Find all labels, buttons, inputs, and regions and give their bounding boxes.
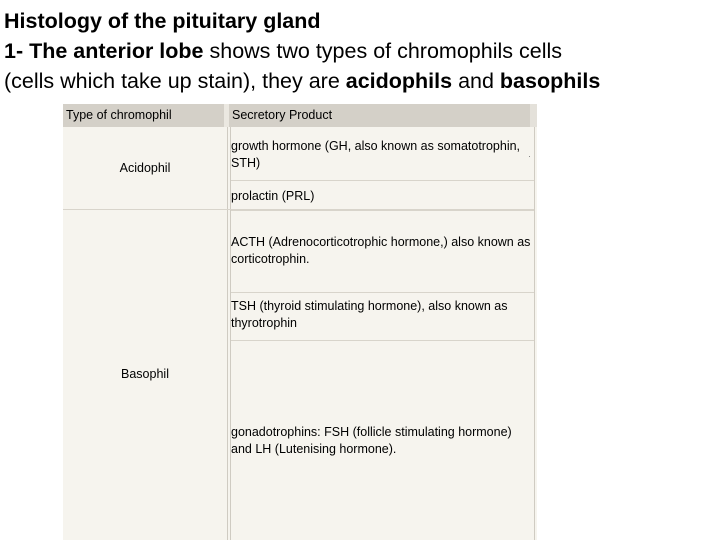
- row-divider: [231, 340, 534, 341]
- cell-marker: ·: [528, 151, 531, 161]
- group-divider-inner: [231, 210, 534, 211]
- heading-line-1: [4, 6, 716, 36]
- heading-anterior-lobe: 1- The anterior lobe: [4, 39, 204, 63]
- header-secretory-product: Secretory Product: [229, 104, 530, 127]
- heading-line-2: [4, 36, 716, 66]
- product-tsh: TSH (thyroid stimulating hormone), also known as thyrotrophin: [231, 299, 508, 330]
- slide-heading: [4, 6, 716, 96]
- heading-line-3: [4, 66, 716, 96]
- heading-line3-mid: and: [452, 69, 500, 93]
- row-divider: [231, 292, 534, 293]
- heading-title: Histology of the pituitary gland: [4, 9, 321, 33]
- heading-basophils: basophils: [499, 69, 601, 93]
- product-gonadotrophins: gonadotrophins: FSH (follicle stimulating hormone) and LH (Lutenising hormone).: [231, 425, 512, 456]
- header-end-cap: [530, 104, 537, 127]
- product-acth: ACTH (Adrenocorticotrophic hormone,) also known as corticotrophin.: [231, 235, 531, 266]
- heading-acidophils: acidophils: [345, 69, 453, 93]
- header-type-of-chromophil: Type of chromophil: [63, 104, 224, 127]
- product-growth-hormone: growth hormone (GH, also known as somatotrophin, STH): [231, 139, 521, 170]
- row-type-basophil: Basophil: [121, 367, 169, 381]
- table-right-border: [534, 127, 535, 540]
- heading-line3-pre: (cells which take up stain), they are: [4, 69, 346, 93]
- row-type-acidophil: Acidophil: [119, 161, 171, 175]
- product-prolactin: prolactin (PRL): [231, 189, 315, 203]
- heading-line2-rest: shows two types of chromophils cells: [203, 39, 562, 63]
- column-divider: [227, 127, 228, 540]
- chromophil-table: [63, 104, 537, 540]
- row-divider: [231, 180, 534, 181]
